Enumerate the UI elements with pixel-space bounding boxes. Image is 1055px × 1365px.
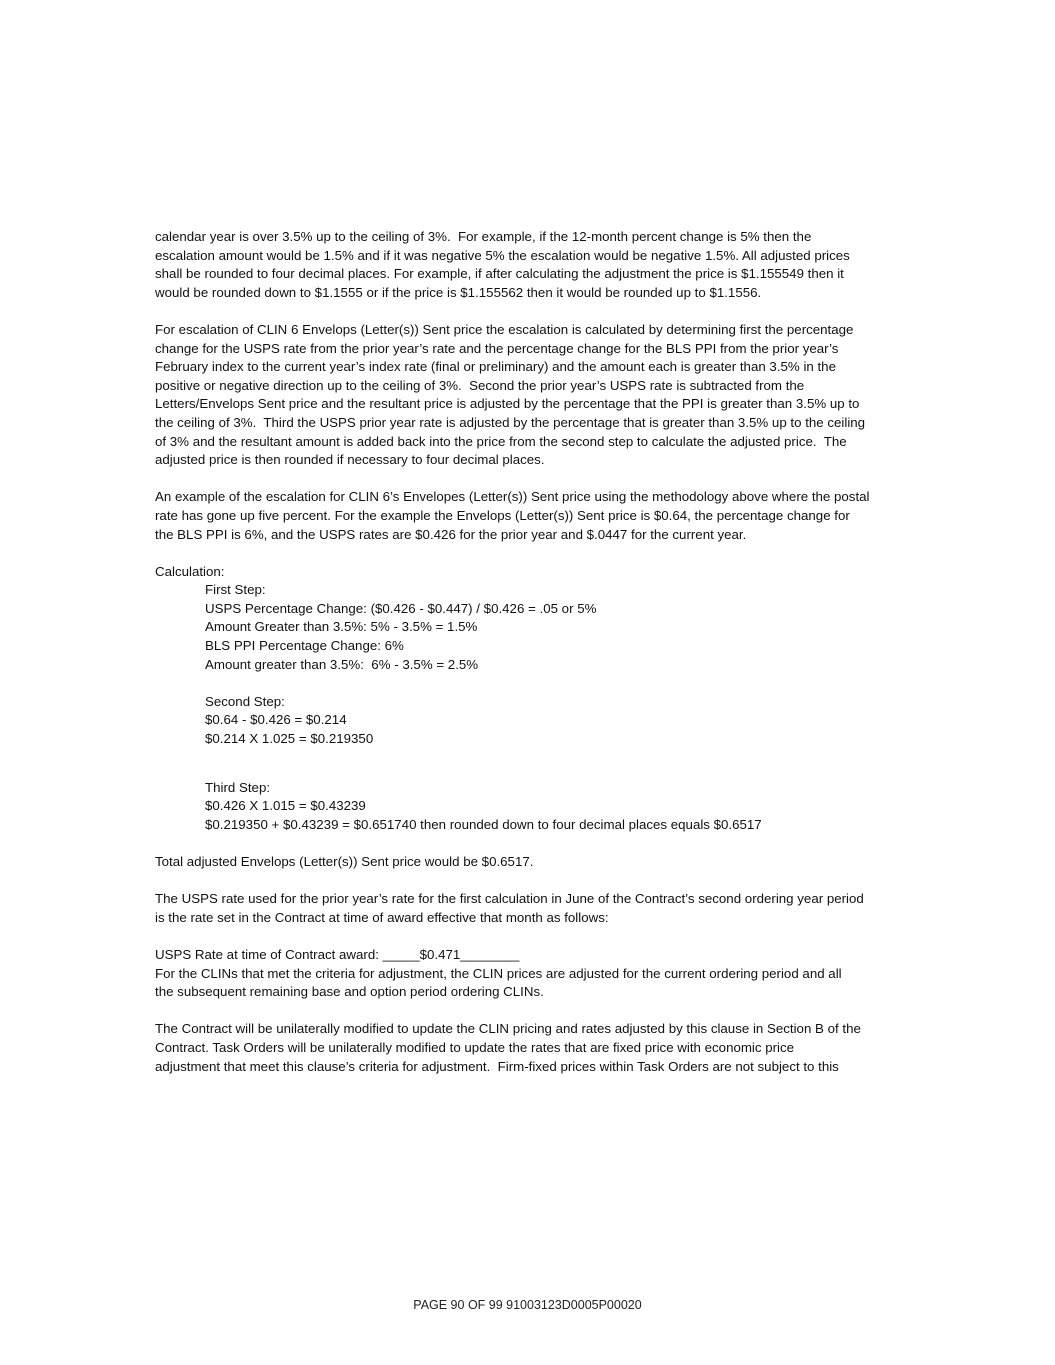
second-step xyxy=(155,693,905,749)
paragraph-clin6-escalation xyxy=(155,321,905,470)
paragraph-rounding xyxy=(155,228,905,302)
text-line: Amount greater than 3.5%: 6% - 3.5% = 2.5% xyxy=(205,656,479,672)
usps-rate-line: USPS Rate at time of Contract award: _____$0.471________ xyxy=(155,946,520,962)
text-line: change for the USPS rate from the prior year’s rate and the percentage change for the BLS PPI from the prior year’s xyxy=(155,340,839,356)
text-line: $0.219350 + $0.43239 = $0.651740 then rounded down to four decimal places equals $0.6517 xyxy=(205,816,762,832)
step-heading: First Step: xyxy=(205,582,266,598)
text-line: of 3% and the resultant amount is added back into the price from the second step to calculate the adjusted price. The xyxy=(155,433,847,449)
text-line: Letters/Envelops Sent price and the resultant price is adjusted by the percentage that the PPI is greater than 3.5% up to xyxy=(155,396,860,412)
third-step xyxy=(155,779,905,835)
text-line: rate has gone up five percent. For the example the Envelops (Letter(s)) Sent price is $0.64, the percentage change for xyxy=(155,507,850,523)
text-line: adjusted price is then rounded if necessary to four decimal places. xyxy=(155,452,545,468)
paragraph-total xyxy=(155,853,905,872)
text-line: USPS Percentage Change: ($0.426 - $0.447) / $0.426 = .05 or 5% xyxy=(205,600,597,616)
paragraph-prior-rate xyxy=(155,890,905,927)
text-line: February index to the current year’s index rate (final or preliminary) and the amount each is greater than 3.5% in the xyxy=(155,359,836,375)
text-line: The USPS rate used for the prior year’s rate for the first calculation in June of the Contract’s second ordering year period xyxy=(155,891,864,907)
text-line: positive or negative direction up to the ceiling of 3%. Second the prior year’s USPS rate is subtracted from the xyxy=(155,377,805,393)
page-footer: PAGE 90 OF 99 91003123D0005P00020 xyxy=(413,1298,642,1312)
paragraph-usps-rate xyxy=(155,946,905,1002)
page-body xyxy=(155,228,905,1076)
paragraph-modification xyxy=(155,1020,905,1076)
text-line: Amount Greater than 3.5%: 5% - 3.5% = 1.5% xyxy=(205,619,478,635)
text-line: $0.426 X 1.015 = $0.43239 xyxy=(205,798,366,814)
text-line: the subsequent remaining base and option period ordering CLINs. xyxy=(155,984,544,1000)
text-line: BLS PPI Percentage Change: 6% xyxy=(205,638,404,654)
step-heading: Second Step: xyxy=(205,693,285,709)
text-line: $0.214 X 1.025 = $0.219350 xyxy=(205,731,374,747)
text-line: Contract. Task Orders will be unilaterally modified to update the rates that are fixed price with economic price xyxy=(155,1039,795,1055)
first-step xyxy=(155,581,905,674)
text-line: The Contract will be unilaterally modified to update the CLIN pricing and rates adjusted by this clause in Section B of the xyxy=(155,1021,861,1037)
text-line: is the rate set in the Contract at time of award effective that month as follows: xyxy=(155,909,609,925)
text-line: For the CLINs that met the criteria for adjustment, the CLIN prices are adjusted for the current ordering period and all xyxy=(155,965,842,981)
text-line: escalation amount would be 1.5% and if it was negative 5% the escalation would be negative 1.5%. All adjusted prices xyxy=(155,247,850,263)
text-line: the ceiling of 3%. Third the USPS prior year rate is adjusted by the percentage that is greater than 3.5% up to the ceiling xyxy=(155,414,866,430)
text-line: For escalation of CLIN 6 Envelops (Letter(s)) Sent price the escalation is calculated by determining first the percentage xyxy=(155,321,854,337)
calculation-section xyxy=(155,563,905,835)
text-line: $0.64 - $0.426 = $0.214 xyxy=(205,712,347,728)
paragraph-example xyxy=(155,488,905,544)
text-line: An example of the escalation for CLIN 6’s Envelopes (Letter(s)) Sent price using the methodology above where the postal xyxy=(155,489,870,505)
text-line: adjustment that meet this clause’s criteria for adjustment. Firm-fixed prices within Task Orders are not subject to this xyxy=(155,1058,839,1074)
step-heading: Third Step: xyxy=(205,779,271,795)
text-line: Total adjusted Envelops (Letter(s)) Sent price would be $0.6517. xyxy=(155,854,534,869)
text-line: would be rounded down to $1.1555 or if the price is $1.155562 then it would be rounded up to $1.1556. xyxy=(155,284,762,300)
text-line: calendar year is over 3.5% up to the ceiling of 3%. For example, if the 12-month percent change is 5% then the xyxy=(155,229,812,244)
text-line: the BLS PPI is 6%, and the USPS rates are $0.426 for the prior year and $.0447 for the current year. xyxy=(155,526,747,542)
calculation-label: Calculation: xyxy=(155,563,225,579)
text-line: shall be rounded to four decimal places. For example, if after calculating the adjustment the price is $1.155549 then it xyxy=(155,266,844,282)
